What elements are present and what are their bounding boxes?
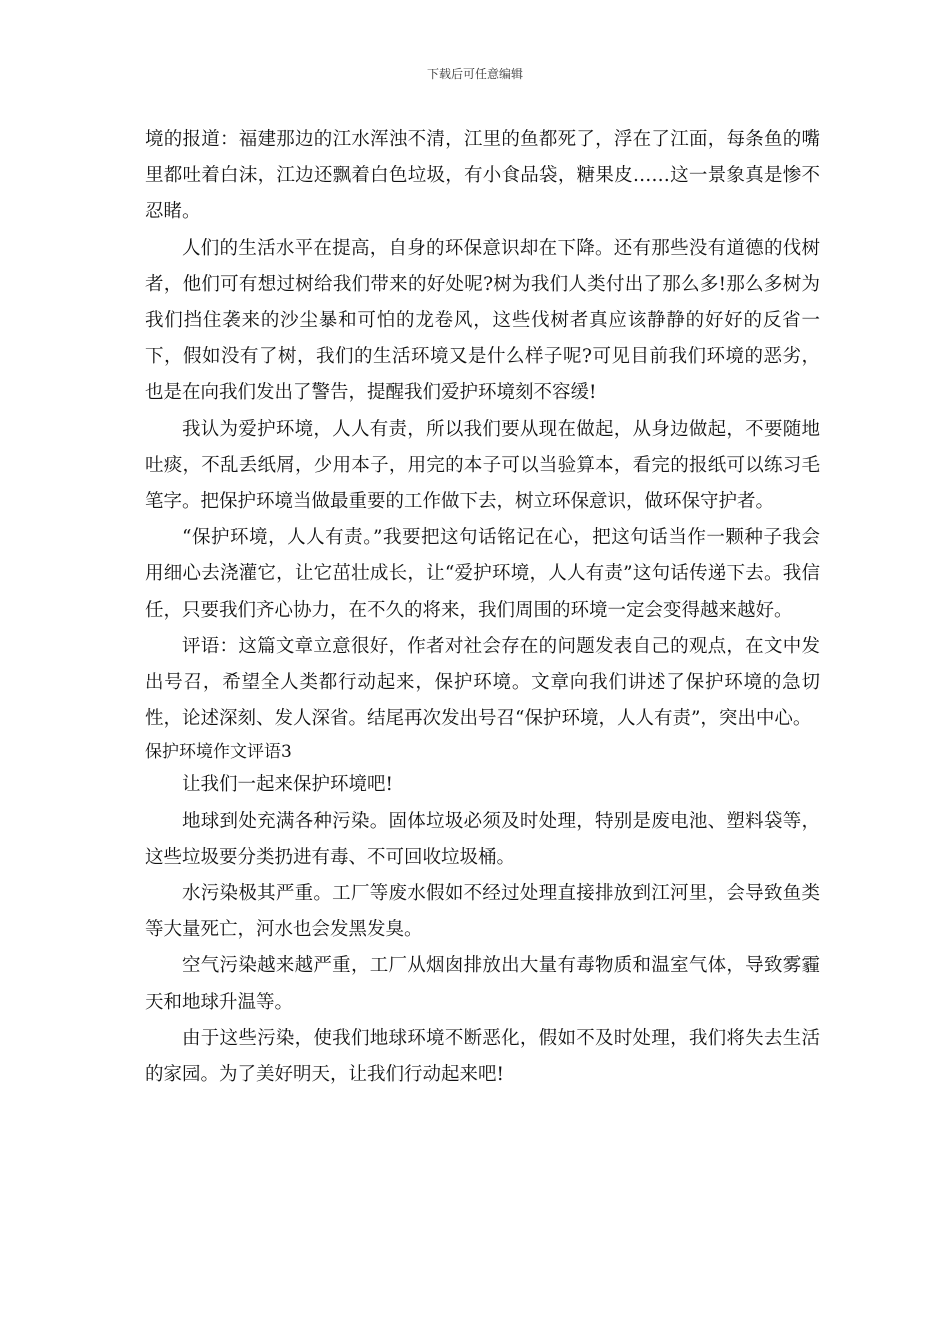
paragraph: “保护环境，人人有责。”我要把这句话铭记在心，把这句话当作一颗种子我会用细心去浇灌它，让它茁壮成长，让“爱护环境，人人有责”这句话传递下去。我信任，只要我们齐心协力，在不久的将来，我们周围的环境一定会变得越来越好。: [145, 527, 820, 621]
comment-paragraph: 评语：这篇文章立意很好，作者对社会存在的问题发表自己的观点，在文中发出号召，希望全人类都行动起来，保护环境。文章向我们讲述了保护环境的急切性，论述深刻、发人深省。结尾再次发出号召“保护环境，人人有责”，突出中心。: [145, 635, 820, 730]
paragraph: 我认为爱护环境，人人有责，所以我们要从现在做起，从身边做起，不要随地吐痰，不乱丢纸屑，少用本子，用完的本子可以当验算本，看完的报纸可以练习毛笔字。把保护环境当做最重要的工作做下去，树立环保意识，做环保守护者。: [145, 418, 820, 513]
paragraph: 由于这些污染，使我们地球环境不断恶化，假如不及时处理，我们将失去生活的家园。为了美好明天，让我们行动起来吧!: [145, 1027, 820, 1086]
paragraph: 让我们一起来保护环境吧!: [182, 774, 393, 796]
section-title: 保护环境作文评语3: [145, 742, 292, 763]
paragraph: 水污染极其严重。工厂等废水假如不经过处理直接排放到江河里，会导致鱼类等大量死亡，河水也会发黑发臭。: [145, 883, 820, 941]
paragraph-continuation: 境的报道：福建那边的江水浑浊不清，江里的鱼都死了，浮在了江面，每条鱼的嘴里都吐着白沫，江边还飘着白色垃圾，有小食品袋，糖果皮……这一景象真是惨不忍睹。: [145, 129, 820, 223]
paragraph: 空气污染越来越严重，工厂从烟囱排放出大量有毒物质和温室气体，导致雾霾天和地球升温等。: [145, 955, 820, 1013]
page-header: 下载后可任意编辑: [426, 67, 523, 81]
document-body: [145, 122, 820, 1093]
paragraph: 人们的生活水平在提高，自身的环保意识却在下降。还有那些没有道德的伐树者，他们可有想过树给我们带来的好处呢?树为我们人类付出了那么多!那么多树为我们挡住袭来的沙尘暴和可怕的龙卷风，这些伐树者真应该静静的好好的反省一下，假如没有了树，我们的生活环境又是什么样子呢?可见目前我们环境的恶劣，也是在向我们发出了警告，提醒我们爱护环境刻不容缓!: [145, 237, 820, 404]
paragraph: 地球到处充满各种污染。固体垃圾必须及时处理，特别是废电池、塑料袋等，这些垃圾要分类扔进有毒、不可回收垃圾桶。: [145, 810, 820, 868]
